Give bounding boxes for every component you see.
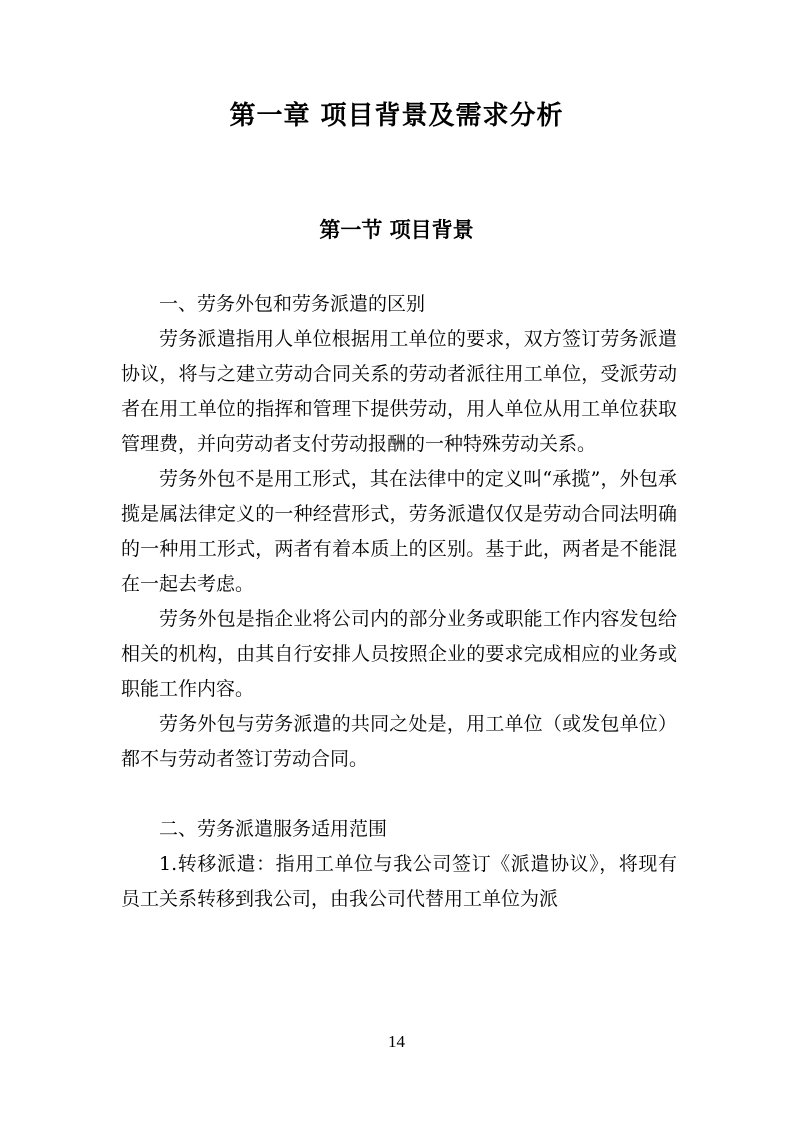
part1-paragraph-1: 劳务派遣指用人单位根据用工单位的要求，双方签订劳务派遣协议，将与之建立劳动合同关系的劳动者派往用工单位，受派劳动者在用工单位的指挥和管理下提供劳动，用人单位从用工单位获取管理费，并向劳动者支付劳动报酬的一种特殊劳动关系。: [121, 328, 677, 455]
section-title: 第一节 项目背景: [319, 218, 474, 242]
part1-paragraph-3: 劳务外包是指企业将公司内的部分业务或职能工作内容发包给相关的机构，由其自行安排人员按照企业的要求完成相应的业务或职能工作内容。: [121, 608, 677, 700]
page-number: 14: [388, 1032, 405, 1051]
body-text: [121, 287, 677, 917]
chapter-title: 第一章 项目背景及需求分析: [229, 101, 564, 131]
part1-heading: 一、劳务外包和劳务派遣的区别: [159, 293, 426, 315]
part2-heading: 二、劳务派遣服务适用范围: [159, 818, 388, 840]
part1-paragraph-2: 劳务外包不是用工形式，其在法律中的定义叫“承揽”，外包承揽是属法律定义的一种经营形式，劳务派遣仅仅是劳动合同法明确的一种用工形式，两者有着本质上的区别。基于此，两者是不能混在一起去考虑。: [121, 468, 677, 595]
part1-paragraph-4: 劳务外包与劳务派遣的共同之处是，用工单位（或发包单位）都不与劳动者签订劳动合同。: [121, 713, 677, 770]
part2-paragraph-1: 1.转移派遣：指用工单位与我公司签订《派遣协议》，将现有员工关系转移到我公司，由我公司代替用工单位为派: [121, 853, 677, 910]
